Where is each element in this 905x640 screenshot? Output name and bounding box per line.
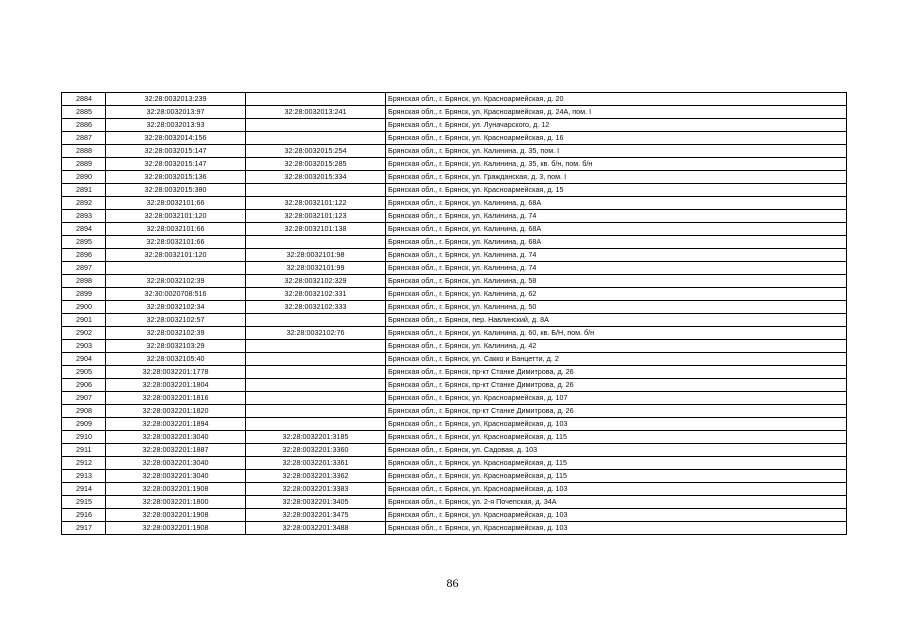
cadastral-number-cell: 32:28:0032201:1800 (106, 496, 246, 509)
row-number-cell: 2898 (62, 275, 106, 288)
address-cell: Брянская обл., г. Брянск, ул. Калинина, д. 62 (386, 288, 847, 301)
row-number-cell: 2916 (62, 509, 106, 522)
cadastral-number-cell: 32:28:0032015:136 (106, 171, 246, 184)
row-number-cell: 2888 (62, 145, 106, 158)
linked-cadastral-number-cell: 32:28:0032015:334 (246, 171, 386, 184)
address-cell: Брянская обл., г. Брянск, ул. Калинина, д. 58 (386, 275, 847, 288)
cadastral-number-cell: 32:28:0032101:66 (106, 236, 246, 249)
table-row (62, 379, 847, 392)
linked-cadastral-number-cell (246, 353, 386, 366)
address-cell: Брянская обл., г. Брянск, пер. Навлинский, д. 8А (386, 314, 847, 327)
linked-cadastral-number-cell: 32:28:0032101:122 (246, 197, 386, 210)
linked-cadastral-number-cell (246, 236, 386, 249)
registry-table (61, 92, 847, 535)
table-row (62, 340, 847, 353)
cadastral-number-cell: 32:28:0032013:93 (106, 119, 246, 132)
row-number-cell: 2907 (62, 392, 106, 405)
table-row (62, 132, 847, 145)
row-number-cell: 2900 (62, 301, 106, 314)
table-row (62, 470, 847, 483)
cadastral-number-cell: 32:28:0032201:3040 (106, 431, 246, 444)
address-cell: Брянская обл., г. Брянск, пр-кт Станке Димитрова, д. 26 (386, 366, 847, 379)
row-number-cell: 2901 (62, 314, 106, 327)
linked-cadastral-number-cell: 32:28:0032201:3361 (246, 457, 386, 470)
table-row (62, 366, 847, 379)
row-number-cell: 2892 (62, 197, 106, 210)
linked-cadastral-number-cell: 32:28:0032102:329 (246, 275, 386, 288)
row-number-cell: 2913 (62, 470, 106, 483)
cadastral-number-cell: 32:28:0032201:1908 (106, 522, 246, 535)
linked-cadastral-number-cell: 32:28:0032201:3488 (246, 522, 386, 535)
linked-cadastral-number-cell: 32:28:0032201:3405 (246, 496, 386, 509)
table-row (62, 119, 847, 132)
linked-cadastral-number-cell: 32:28:0032015:254 (246, 145, 386, 158)
row-number-cell: 2914 (62, 483, 106, 496)
cadastral-number-cell: 32:28:0032105:40 (106, 353, 246, 366)
table-row (62, 431, 847, 444)
table-row (62, 223, 847, 236)
linked-cadastral-number-cell: 32:28:0032102:331 (246, 288, 386, 301)
cadastral-number-cell: 32:28:0032201:1908 (106, 509, 246, 522)
cadastral-number-cell: 32:28:0032102:39 (106, 327, 246, 340)
registry-table-body (62, 93, 847, 535)
address-cell: Брянская обл., г. Брянск, ул. Красноармейская, д. 16 (386, 132, 847, 145)
linked-cadastral-number-cell (246, 340, 386, 353)
row-number-cell: 2889 (62, 158, 106, 171)
linked-cadastral-number-cell: 32:28:0032201:3362 (246, 470, 386, 483)
linked-cadastral-number-cell: 32:28:0032015:285 (246, 158, 386, 171)
cadastral-number-cell: 32:28:0032201:3040 (106, 457, 246, 470)
cadastral-number-cell: 32:28:0032015:147 (106, 158, 246, 171)
row-number-cell: 2885 (62, 106, 106, 119)
address-cell: Брянская обл., г. Брянск, ул. Калинина, д. 68А (386, 197, 847, 210)
cadastral-number-cell: 32:28:0032201:1894 (106, 418, 246, 431)
cadastral-number-cell: 32:28:0032101:66 (106, 223, 246, 236)
address-cell: Брянская обл., г. Брянск, ул. Красноармейская, д. 103 (386, 509, 847, 522)
cadastral-number-cell: 32:28:0032102:39 (106, 275, 246, 288)
linked-cadastral-number-cell (246, 93, 386, 106)
address-cell: Брянская обл., г. Брянск, ул. Калинина, д. 68А (386, 236, 847, 249)
linked-cadastral-number-cell: 32:28:0032201:3475 (246, 509, 386, 522)
table-row (62, 288, 847, 301)
table-row (62, 418, 847, 431)
row-number-cell: 2905 (62, 366, 106, 379)
address-cell: Брянская обл., г. Брянск, ул. Красноармейская, д. 115 (386, 457, 847, 470)
table-row (62, 301, 847, 314)
table-row (62, 327, 847, 340)
table-row (62, 392, 847, 405)
cadastral-number-cell: 32:28:0032201:1778 (106, 366, 246, 379)
row-number-cell: 2908 (62, 405, 106, 418)
table-row (62, 106, 847, 119)
row-number-cell: 2906 (62, 379, 106, 392)
table-row (62, 184, 847, 197)
address-cell: Брянская обл., г. Брянск, ул. Красноармейская, д. 15 (386, 184, 847, 197)
row-number-cell: 2899 (62, 288, 106, 301)
row-number-cell: 2917 (62, 522, 106, 535)
address-cell: Брянская обл., г. Брянск, ул. Калинина, д. 74 (386, 249, 847, 262)
table-row (62, 210, 847, 223)
address-cell: Брянская обл., г. Брянск, ул. Красноармейская, д. 103 (386, 418, 847, 431)
table-row (62, 158, 847, 171)
address-cell: Брянская обл., г. Брянск, ул. Сакко и Ванцетти, д. 2 (386, 353, 847, 366)
address-cell: Брянская обл., г. Брянск, ул. Калинина, д. 50 (386, 301, 847, 314)
cadastral-number-cell: 32:28:0032201:1816 (106, 392, 246, 405)
cadastral-number-cell: 32:28:0032201:1820 (106, 405, 246, 418)
table-row (62, 509, 847, 522)
address-cell: Брянская обл., г. Брянск, ул. Калинина, д. 60, кв. Б/Н, пом. б/н (386, 327, 847, 340)
cadastral-number-cell: 32:28:0032201:1887 (106, 444, 246, 457)
row-number-cell: 2910 (62, 431, 106, 444)
table-row (62, 93, 847, 106)
row-number-cell: 2894 (62, 223, 106, 236)
linked-cadastral-number-cell: 32:28:0032013:241 (246, 106, 386, 119)
linked-cadastral-number-cell (246, 184, 386, 197)
address-cell: Брянская обл., г. Брянск, ул. Садовая, д. 103 (386, 444, 847, 457)
table-row (62, 197, 847, 210)
table-row (62, 405, 847, 418)
address-cell: Брянская обл., г. Брянск, ул. Красноармейская, д. 115 (386, 470, 847, 483)
table-row (62, 145, 847, 158)
address-cell: Брянская обл., г. Брянск, ул. Красноармейская, д. 24А, пом. I (386, 106, 847, 119)
linked-cadastral-number-cell: 32:28:0032101:123 (246, 210, 386, 223)
linked-cadastral-number-cell: 32:28:0032102:76 (246, 327, 386, 340)
linked-cadastral-number-cell (246, 392, 386, 405)
cadastral-number-cell: 32:28:0032015:380 (106, 184, 246, 197)
cadastral-number-cell: 32:30:0020708:516 (106, 288, 246, 301)
row-number-cell: 2912 (62, 457, 106, 470)
cadastral-number-cell: 32:28:0032103:29 (106, 340, 246, 353)
row-number-cell: 2902 (62, 327, 106, 340)
address-cell: Брянская обл., г. Брянск, ул. Калинина, д. 35, кв. б/н, пом. б/н (386, 158, 847, 171)
table-row (62, 314, 847, 327)
page-number: 86 (446, 576, 459, 590)
table-row (62, 457, 847, 470)
linked-cadastral-number-cell: 32:28:0032101:98 (246, 249, 386, 262)
cadastral-number-cell: 32:28:0032101:120 (106, 249, 246, 262)
address-cell: Брянская обл., г. Брянск, ул. Калинина, д. 74 (386, 210, 847, 223)
table-row (62, 275, 847, 288)
row-number-cell: 2884 (62, 93, 106, 106)
table-row (62, 171, 847, 184)
cadastral-number-cell: 32:28:0032013:239 (106, 93, 246, 106)
cadastral-number-cell: 32:28:0032201:3040 (106, 470, 246, 483)
linked-cadastral-number-cell (246, 314, 386, 327)
linked-cadastral-number-cell (246, 405, 386, 418)
address-cell: Брянская обл., г. Брянск, пр-кт Станке Димитрова, д. 26 (386, 405, 847, 418)
address-cell: Брянская обл., г. Брянск, ул. Красноармейская, д. 103 (386, 522, 847, 535)
table-row (62, 444, 847, 457)
linked-cadastral-number-cell: 32:28:0032201:3185 (246, 431, 386, 444)
address-cell: Брянская обл., г. Брянск, пр-кт Станке Димитрова, д. 26 (386, 379, 847, 392)
cadastral-number-cell: 32:28:0032013:97 (106, 106, 246, 119)
table-row (62, 262, 847, 275)
table-row (62, 249, 847, 262)
row-number-cell: 2886 (62, 119, 106, 132)
linked-cadastral-number-cell (246, 379, 386, 392)
table-row (62, 522, 847, 535)
row-number-cell: 2896 (62, 249, 106, 262)
linked-cadastral-number-cell: 32:28:0032101:138 (246, 223, 386, 236)
address-cell: Брянская обл., г. Брянск, ул. Калинина, д. 68А (386, 223, 847, 236)
row-number-cell: 2904 (62, 353, 106, 366)
table-row (62, 483, 847, 496)
linked-cadastral-number-cell: 32:28:0032201:3360 (246, 444, 386, 457)
address-cell: Брянская обл., г. Брянск, ул. Красноармейская, д. 20 (386, 93, 847, 106)
cadastral-number-cell: 32:28:0032201:1908 (106, 483, 246, 496)
row-number-cell: 2893 (62, 210, 106, 223)
address-cell: Брянская обл., г. Брянск, ул. Красноармейская, д. 107 (386, 392, 847, 405)
row-number-cell: 2903 (62, 340, 106, 353)
cadastral-number-cell (106, 262, 246, 275)
linked-cadastral-number-cell (246, 119, 386, 132)
cadastral-number-cell: 32:28:0032201:1804 (106, 379, 246, 392)
row-number-cell: 2887 (62, 132, 106, 145)
cadastral-number-cell: 32:28:0032101:66 (106, 197, 246, 210)
address-cell: Брянская обл., г. Брянск, ул. Калинина, д. 42 (386, 340, 847, 353)
row-number-cell: 2909 (62, 418, 106, 431)
address-cell: Брянская обл., г. Брянск, ул. Красноармейская, д. 115 (386, 431, 847, 444)
address-cell: Брянская обл., г. Брянск, ул. Красноармейская, д. 103 (386, 483, 847, 496)
address-cell: Брянская обл., г. Брянск, ул. Гражданская, д. 3, пом. I (386, 171, 847, 184)
row-number-cell: 2890 (62, 171, 106, 184)
linked-cadastral-number-cell (246, 418, 386, 431)
cadastral-number-cell: 32:28:0032101:120 (106, 210, 246, 223)
row-number-cell: 2915 (62, 496, 106, 509)
row-number-cell: 2891 (62, 184, 106, 197)
linked-cadastral-number-cell: 32:28:0032101:99 (246, 262, 386, 275)
cadastral-number-cell: 32:28:0032014:156 (106, 132, 246, 145)
cadastral-number-cell: 32:28:0032102:57 (106, 314, 246, 327)
address-cell: Брянская обл., г. Брянск, ул. 2-я Почепская, д. 34А (386, 496, 847, 509)
table-row (62, 496, 847, 509)
table-row (62, 236, 847, 249)
linked-cadastral-number-cell (246, 132, 386, 145)
address-cell: Брянская обл., г. Брянск, ул. Калинина, д. 74 (386, 262, 847, 275)
linked-cadastral-number-cell: 32:28:0032201:3383 (246, 483, 386, 496)
cadastral-number-cell: 32:28:0032015:147 (106, 145, 246, 158)
table-row (62, 353, 847, 366)
address-cell: Брянская обл., г. Брянск, ул. Луначарского, д. 12 (386, 119, 847, 132)
row-number-cell: 2897 (62, 262, 106, 275)
linked-cadastral-number-cell (246, 366, 386, 379)
cadastral-number-cell: 32:28:0032102:34 (106, 301, 246, 314)
linked-cadastral-number-cell: 32:28:0032102:333 (246, 301, 386, 314)
row-number-cell: 2911 (62, 444, 106, 457)
address-cell: Брянская обл., г. Брянск, ул. Калинина, д. 35, пом. I (386, 145, 847, 158)
row-number-cell: 2895 (62, 236, 106, 249)
